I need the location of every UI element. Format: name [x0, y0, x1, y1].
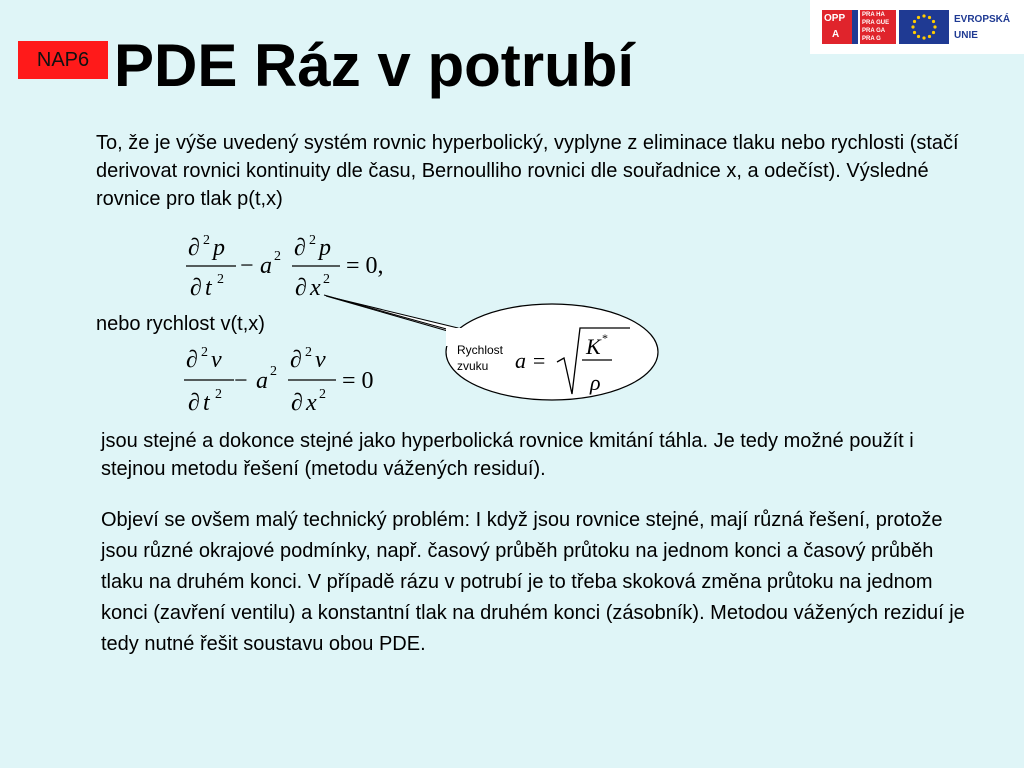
eq1-var: p	[319, 235, 331, 261]
slide-title: PDE Ráz v potrubí	[114, 32, 635, 99]
velocity-wave-equation	[176, 340, 416, 420]
eq2-partial: ∂	[290, 347, 302, 373]
praha-logo-row: PRA GA	[862, 28, 886, 34]
eq1-power: 2	[217, 272, 224, 287]
eq1-a: a	[260, 253, 272, 279]
eu-label	[954, 12, 1024, 44]
eq1-power: 2	[309, 233, 316, 248]
eq2-power: 2	[215, 387, 222, 402]
praha-logo-row: PRA G	[862, 36, 881, 42]
velocity-intro: nebo rychlost v(t,x)	[96, 313, 265, 335]
logo-bar	[810, 0, 1024, 54]
eq1-t: t	[205, 275, 212, 301]
slide-tag: NAP6	[18, 41, 108, 79]
oppa-logo-text-2: A	[832, 29, 840, 40]
eq2-rhs: = 0	[342, 368, 374, 394]
callout-label-line2: zvuku	[457, 359, 489, 373]
eq2-var: v	[211, 347, 222, 373]
eu-label-line1: EVROPSKÁ	[954, 14, 1011, 25]
eq2-minus: −	[234, 368, 248, 394]
eq2-partial: ∂	[188, 390, 200, 416]
eq1-power: 2	[274, 249, 281, 264]
eq2-power: 2	[270, 364, 277, 379]
eq2-t: t	[203, 390, 210, 416]
callout-rho: ρ	[590, 370, 601, 395]
eq1-partial: ∂	[190, 275, 202, 301]
problem-paragraph: Objeví se ovšem malý technický problém: I když jsou rovnice stejné, mají různá řešení, protože jsou různé okrajové podmínky, např. časový průběh průtoku na jednom konci a časový průběh tlaku na druhém konci. V případě rázu v potrubí je to třeba skoková změna průtoku na jednom konci (zavření ventilu) a konstantní tlak na druhém konci (zásobník). Metodou vážených reziduí je tedy nutné řešit soustavu obou PDE.	[101, 509, 965, 655]
eq2-var: v	[315, 347, 326, 373]
oppa-logo-blue	[852, 10, 858, 44]
eq2-power: 2	[305, 345, 312, 360]
eq1-minus: −	[240, 253, 254, 279]
eq1-power: 2	[323, 272, 330, 287]
eq2-x: x	[306, 390, 317, 416]
eq1-x: x	[310, 275, 321, 301]
intro-paragraph: To, že je výše uvedený systém rovnic hyperbolický, vyplyne z eliminace tlaku nebo rychlosti (stačí derivovat rovnici kontinuity dle času, Bernoulliho rovnici dle souřadnice x, a odečíst). Výsledné rovnice pro tlak p(t,x)	[96, 132, 959, 210]
eq2-power: 2	[201, 345, 208, 360]
callout-k: K	[586, 334, 601, 359]
eu-label-line2: UNIE	[954, 30, 978, 41]
praha-logo-row: PRA HA	[862, 12, 885, 18]
eu-flag-icon	[899, 10, 949, 44]
eq2-partial: ∂	[186, 347, 198, 373]
callout-star: *	[602, 331, 608, 345]
oppa-logo-text-1: OPP	[824, 13, 846, 24]
eq1-partial: ∂	[188, 235, 200, 261]
callout-label-line1: Rychlost	[457, 343, 504, 357]
eq2-power: 2	[319, 387, 326, 402]
callout-lhs: a =	[515, 348, 547, 373]
conclusion-paragraph: jsou stejné a dokonce stejné jako hyperbolická rovnice kmitání táhla. Je tedy možné použít i stejnou metodu řešení (metodu vážených residuí).	[101, 430, 914, 480]
praha-logo-row: PRA GUE	[862, 20, 890, 26]
eq2-a: a	[256, 368, 268, 394]
eq1-power: 2	[203, 233, 210, 248]
eq1-var: p	[213, 235, 225, 261]
eq2-partial: ∂	[291, 390, 303, 416]
eq1-rhs: = 0,	[346, 253, 384, 279]
eq1-partial: ∂	[294, 235, 306, 261]
eq1-partial: ∂	[295, 275, 307, 301]
